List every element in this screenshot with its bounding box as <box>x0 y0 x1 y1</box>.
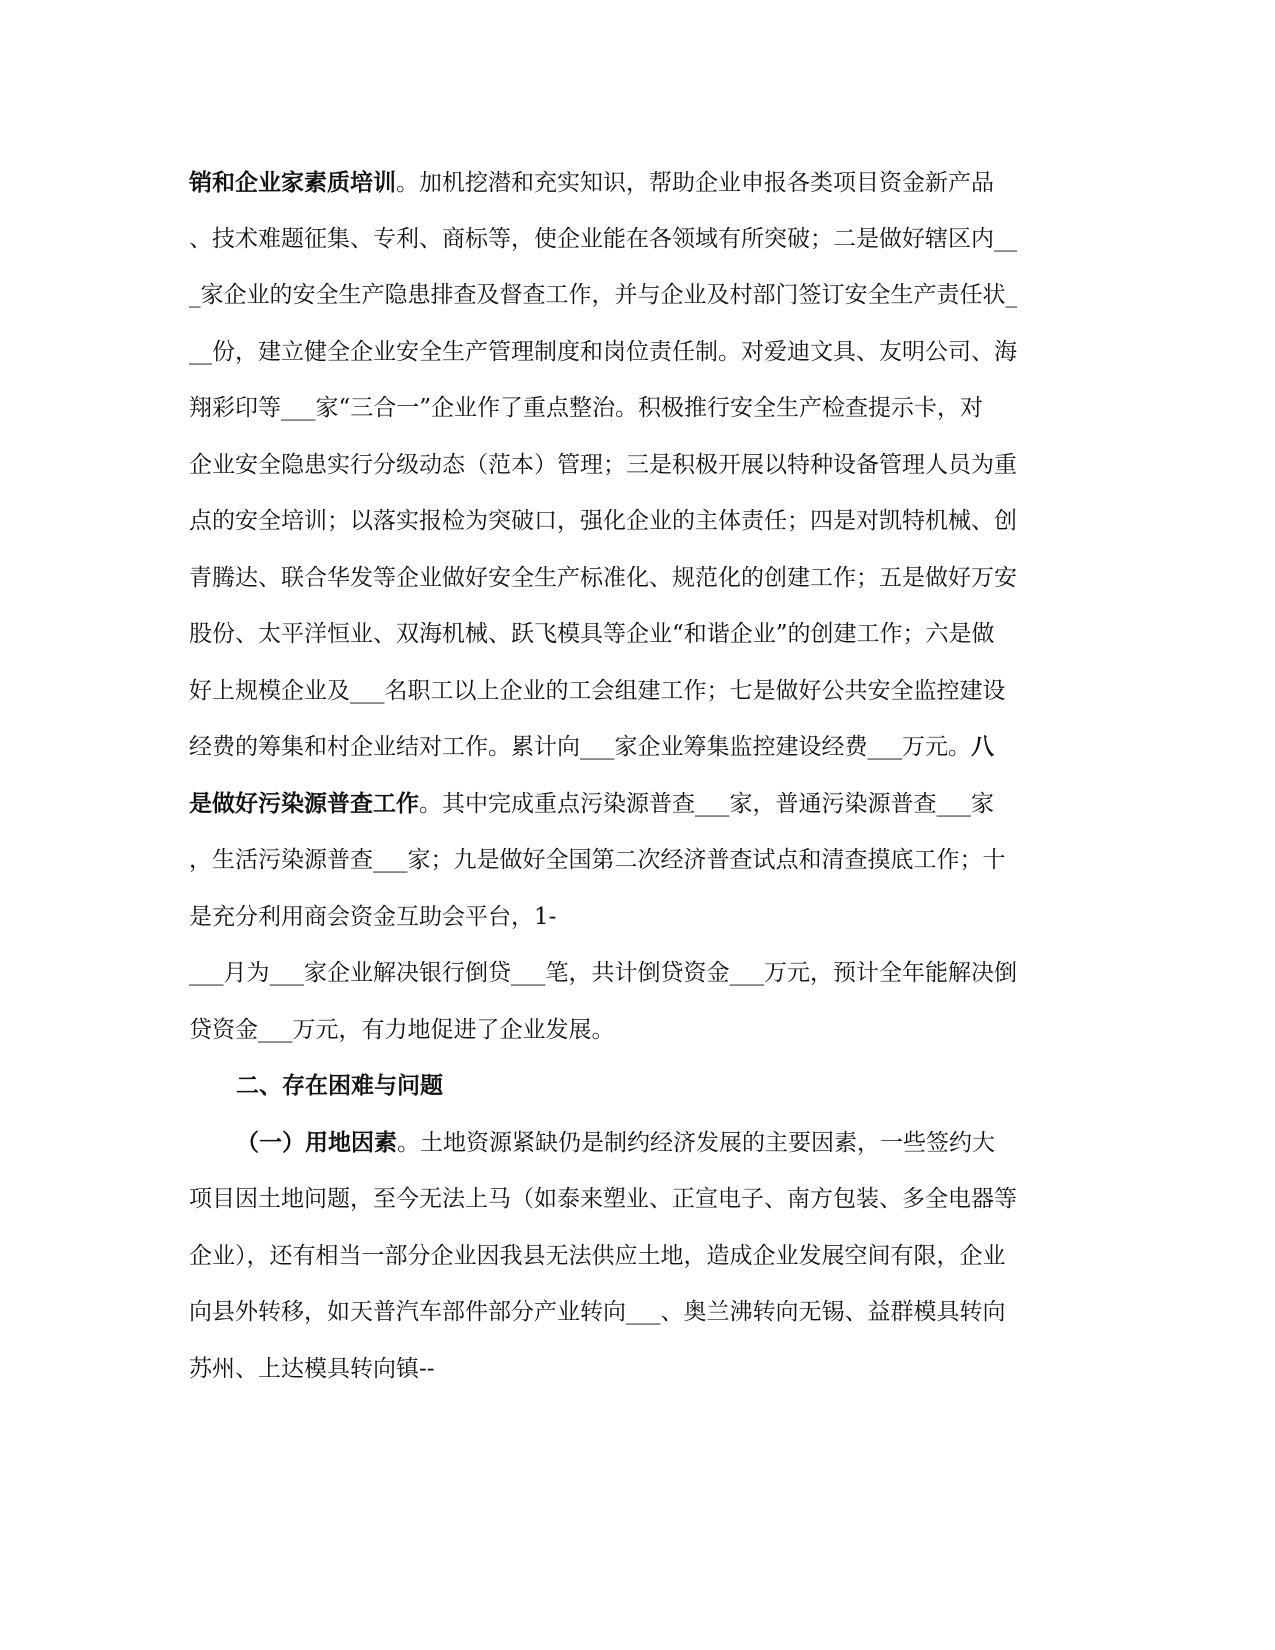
paragraph-line-7 <box>189 506 1017 536</box>
line-text: 经费的筹集和村企业结对工作。累计向___家企业筹集监控建设经费___万元。 <box>189 734 971 760</box>
line-text: 企业安全隐患实行分级动态（范本）管理；三是积极开展以特种设备管理人员为重 <box>189 452 1017 478</box>
paragraph-line-2 <box>189 224 1017 254</box>
paragraph-line-1 <box>189 168 994 198</box>
line-text: 好上规模企业及___名职工以上企业的工会组建工作；七是做好公共安全监控建设 <box>189 678 1006 704</box>
line-text: 翔彩印等___家“三合一”企业作了重点整治。积极推行安全生产检查提示卡，对 <box>189 395 984 421</box>
line-text: 。其中完成重点污染源普查___家，普通污染源普查___家 <box>419 791 994 817</box>
line-text: 向县外转移，如天普汽车部件部分产业转向___、奥兰沸转向无锡、益群模具转向 <box>189 1299 1006 1325</box>
paragraph-line-11 <box>189 732 994 762</box>
line-text: _家企业的安全生产隐患排查及督查工作，并与企业及村部门签订安全生产责任状_ <box>189 282 1017 308</box>
section-heading-text: 二、存在困难与问题 <box>236 1072 443 1099</box>
paragraph-line-8 <box>189 563 1017 593</box>
paragraph-line-12 <box>189 789 994 819</box>
sub-paragraph-line-1 <box>236 1128 995 1158</box>
paragraph-line-3 <box>189 280 1017 310</box>
sub-heading-bold: （一）用地因素 <box>236 1129 397 1156</box>
line-text: 。土地资源紧缺仍是制约经济发展的主要因素，一些签约大 <box>397 1130 995 1156</box>
bold-phrase: 销和企业家素质培训 <box>189 169 396 196</box>
sub-paragraph-line-5 <box>189 1354 435 1384</box>
line-text: 。加机挖潜和充实知识，帮助企业申报各类项目资金新产品 <box>396 170 994 196</box>
line-text: 青腾达、联合华发等企业做好安全生产标准化、规范化的创建工作；五是做好万安 <box>189 565 1017 591</box>
line-text: 贷资金___万元，有力地促进了企业发展。 <box>189 1017 615 1043</box>
paragraph-line-5 <box>189 393 983 423</box>
line-text: 企业），还有相当一部分企业因我县无法供应土地，造成企业发展空间有限，企业 <box>189 1243 1006 1269</box>
line-text: 苏州、上达模具转向镇-- <box>189 1356 435 1382</box>
line-text: 、技术难题征集、专利、商标等，使企业能在各领域有所突破；二是做好辖区内__ <box>189 226 1017 252</box>
sub-paragraph-line-4 <box>189 1297 1006 1327</box>
bold-phrase: 八 <box>971 733 994 760</box>
line-text: ___月为___家企业解决银行倒贷___笔，共计倒贷资金___万元，预计全年能解决倒 <box>189 960 1017 986</box>
paragraph-line-15 <box>189 958 1017 988</box>
line-text: 项目因土地问题，至今无法上马（如泰来塑业、正宣电子、南方包装、多全电器等 <box>189 1186 1017 1212</box>
section-heading <box>236 1071 443 1101</box>
line-text: 是充分利用商会资金互助会平台，1- <box>189 904 557 930</box>
line-text: 点的安全培训；以落实报检为突破口，强化企业的主体责任；四是对凯特机械、创 <box>189 508 1017 534</box>
paragraph-line-16 <box>189 1015 615 1045</box>
bold-phrase: 是做好污染源普查工作 <box>189 790 419 817</box>
paragraph-line-4 <box>189 337 1017 367</box>
sub-paragraph-line-3 <box>189 1241 1006 1271</box>
line-text: __份，建立健全企业安全生产管理制度和岗位责任制。对爱迪文具、友明公司、海 <box>189 339 1017 365</box>
paragraph-line-10 <box>189 676 1006 706</box>
paragraph-line-9 <box>189 619 995 649</box>
paragraph-line-13 <box>189 845 1006 875</box>
paragraph-line-6 <box>189 450 1017 480</box>
paragraph-line-14 <box>189 902 556 932</box>
line-text: 股份、太平洋恒业、双海机械、跃飞模具等企业“和谐企业”的创建工作；六是做 <box>189 621 995 647</box>
sub-paragraph-line-2 <box>189 1184 1017 1214</box>
line-text: ，生活污染源普查___家；九是做好全国第二次经济普查试点和清查摸底工作；十 <box>189 847 1006 873</box>
